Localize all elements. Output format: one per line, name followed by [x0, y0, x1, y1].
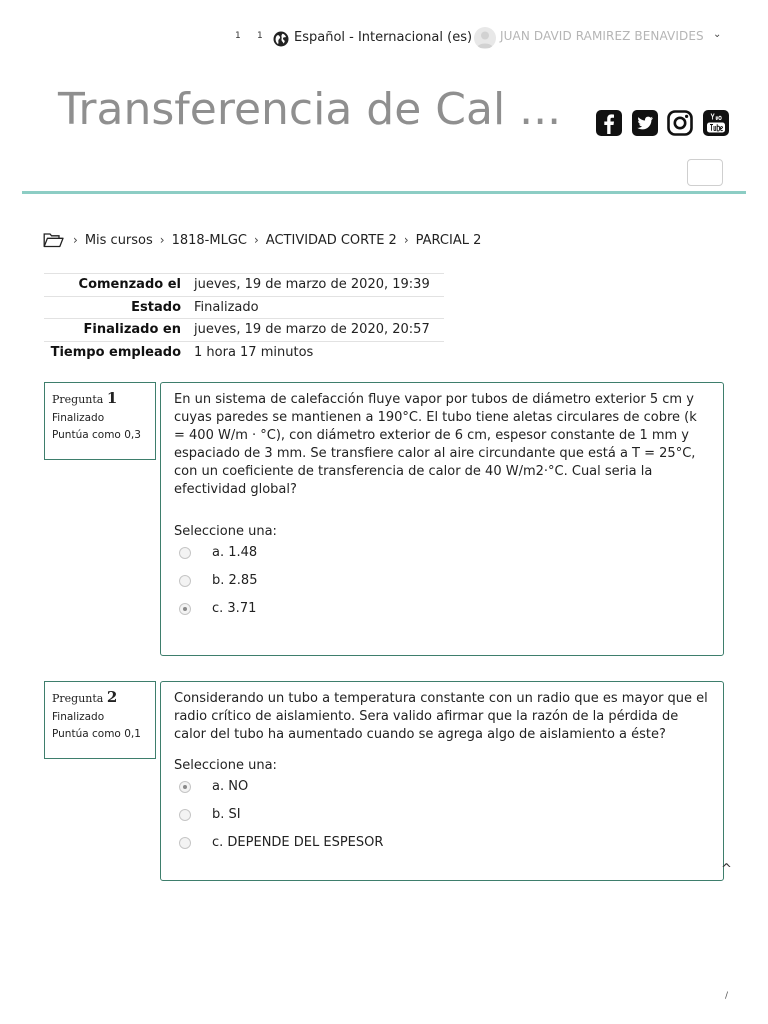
- answer-label: a. NO: [212, 779, 249, 794]
- question-score: Puntúa como 0,1: [52, 728, 141, 740]
- answer-prompt: Seleccione una:: [174, 758, 277, 773]
- youtube-icon[interactable]: [703, 110, 729, 136]
- answer-radio: [179, 837, 191, 849]
- instagram-icon[interactable]: [667, 110, 693, 136]
- completed-on-label: Finalizado en: [44, 319, 194, 342]
- user-menu-name[interactable]: JUAN DAVID RAMIREZ BENAVIDES: [500, 29, 704, 43]
- question-label: Pregunta: [52, 393, 104, 406]
- question-text: Considerando un tubo a temperatura constante con un radio que es mayor que el radio crítico de aislamiento. Sera valido afirmar que la razón de la pérdida de calor del tubo ha aumentado cuando se agrega algo de aislamiento a éste?: [174, 691, 708, 742]
- question-1-content: [160, 382, 724, 656]
- question-number: [52, 389, 148, 407]
- question-state: Finalizado: [52, 412, 105, 424]
- question-number-value: 1: [106, 389, 118, 407]
- question-text: En un sistema de calefacción fluye vapor por tubos de diámetro exterior 5 cm y cuyas paredes se mantienen a 190°C. El tubo tiene aletas circulares de cobre (k = 400 W/m · °C), con diámetro exterior de 6 cm, espesor constante de 1 mm y espaciado de 3 mm. Se transfiere calor al aire circundante que está a T = 25°C, con un coeficiente de transferencia de calor de 40 W/m2·°C. Cual seria la efectividad global?: [174, 392, 697, 497]
- breadcrumb-separator: ›: [159, 233, 165, 247]
- question-2-content: [160, 681, 724, 881]
- table-row: [44, 341, 444, 364]
- message-count[interactable]: 1: [257, 31, 263, 41]
- answer-option: [174, 829, 710, 857]
- breadcrumb-course[interactable]: 1818-MLGC: [171, 232, 247, 248]
- answer-option: [174, 539, 710, 567]
- user-avatar[interactable]: [474, 27, 496, 49]
- answer-radio-selected: [179, 603, 191, 615]
- question-number-value: 2: [106, 688, 118, 706]
- breadcrumb-my-courses[interactable]: Mis cursos: [84, 232, 153, 248]
- answer-label: c. 3.71: [212, 601, 257, 616]
- answer-radio: [179, 809, 191, 821]
- table-row: [44, 296, 444, 319]
- table-row: [44, 274, 444, 297]
- facebook-icon[interactable]: [596, 110, 622, 136]
- state-label: Estado: [44, 296, 194, 319]
- question-label: Pregunta: [52, 692, 104, 705]
- scroll-to-top-button[interactable]: ^: [721, 862, 732, 877]
- twitter-icon[interactable]: [632, 110, 658, 136]
- answer-label: b. 2.85: [212, 573, 258, 588]
- folder-open-icon: [43, 232, 64, 248]
- breadcrumb-quiz[interactable]: PARCIAL 2: [415, 232, 482, 248]
- answer-option: [174, 801, 710, 829]
- breadcrumb-separator: ›: [73, 233, 78, 247]
- time-taken-value: 1 hora 17 minutos: [194, 341, 444, 364]
- table-row: [44, 319, 444, 342]
- answer-option: [174, 595, 710, 623]
- started-on-label: Comenzado el: [44, 274, 194, 297]
- question-state: Finalizado: [52, 711, 105, 723]
- question-number: [52, 688, 148, 706]
- answer-label: a. 1.48: [212, 545, 258, 560]
- answer-radio-selected: [179, 781, 191, 793]
- breadcrumb: [43, 230, 481, 250]
- answer-label: b. SI: [212, 807, 241, 822]
- state-value: Finalizado: [194, 296, 444, 319]
- question-score: Puntúa como 0,3: [52, 429, 141, 441]
- answer-radio: [179, 547, 191, 559]
- time-taken-label: Tiempo empleado: [44, 341, 194, 364]
- course-title[interactable]: Transferencia de Cal ...: [58, 84, 562, 135]
- breadcrumb-separator: ›: [253, 233, 259, 247]
- breadcrumb-section[interactable]: ACTIVIDAD CORTE 2: [265, 232, 397, 248]
- header-divider: [22, 191, 746, 194]
- completed-on-value: jueves, 19 de marzo de 2020, 20:57: [194, 319, 444, 342]
- footer-mark: /: [725, 991, 729, 1001]
- language-selector[interactable]: Español - Internacional (es): [294, 30, 473, 45]
- answer-prompt: Seleccione una:: [174, 524, 277, 539]
- chevron-down-icon[interactable]: ⌄: [713, 29, 722, 40]
- notification-count[interactable]: 1: [235, 31, 241, 41]
- question-2-info: [44, 681, 156, 759]
- answer-option: [174, 773, 710, 801]
- user-avatar-icon: [474, 27, 496, 49]
- top-navbar: [0, 26, 768, 52]
- globe-icon: [273, 31, 289, 47]
- breadcrumb-separator: ›: [403, 233, 409, 247]
- answer-label: c. DEPENDE DEL ESPESOR: [212, 835, 384, 850]
- answer-option: [174, 567, 710, 595]
- question-1-info: [44, 382, 156, 460]
- attempt-summary-table: [44, 273, 444, 364]
- nav-toggle-button[interactable]: [687, 159, 723, 186]
- answer-radio: [179, 575, 191, 587]
- started-on-value: jueves, 19 de marzo de 2020, 19:39: [194, 274, 444, 297]
